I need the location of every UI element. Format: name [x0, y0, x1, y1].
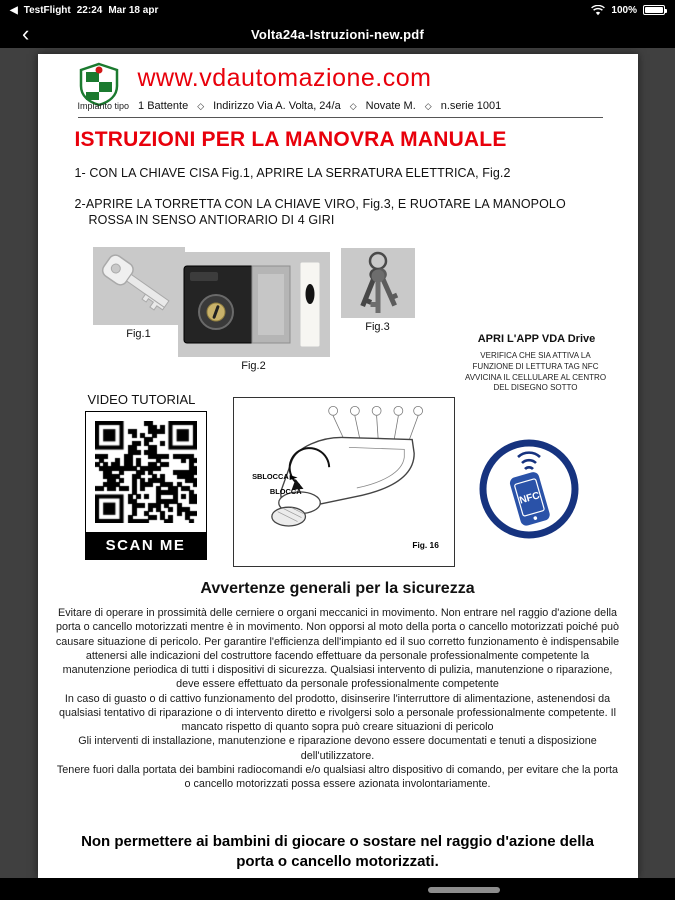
diamond-icon: ◇	[349, 101, 357, 111]
impianto-label: Impianto tipo	[77, 101, 130, 111]
viro-keys-image	[341, 248, 415, 318]
status-date: Mar 18 apr	[108, 4, 159, 16]
safety-paragraph: Tenere fuori dalla portata dei bambini radiocomandi e/o qualsiasi altro dispositivo di comando, per evitare che la porta o cancello motorizzati possa essere azionata involontariamente.	[56, 763, 619, 790]
website-link[interactable]: www.vdautomazione.com	[137, 64, 432, 92]
safety-paragraph: Gli interventi di installazione, manutenzione e riparazione devono essere documentati e tenuti a disposizione dell'utilizzatore.	[78, 735, 597, 762]
back-to-app-arrow-icon: ◀	[10, 4, 18, 16]
battery-percent: 100%	[611, 4, 637, 16]
scan-me-label: SCAN ME	[86, 532, 206, 559]
electric-lock-image	[178, 252, 330, 357]
back-to-app-label: TestFlight	[23, 4, 71, 16]
status-time: 22:24	[76, 4, 103, 16]
pdf-page	[38, 54, 638, 878]
home-indicator[interactable]	[428, 887, 500, 893]
instruction-step-1: 1- CON LA CHIAVE CISA Fig.1, APRIRE LA SERRATURA ELETTRICA, Fig.2	[74, 166, 511, 180]
pdf-title: Volta24a-Istruzioni-new.pdf	[251, 26, 424, 42]
diagram-fig-label: Fig. 16	[411, 540, 439, 551]
app-box-title: APRI L'APP VDA Drive	[477, 333, 596, 345]
cisa-key-image	[93, 247, 185, 325]
mechanism-diagram	[233, 397, 455, 567]
document-heading: ISTRUZIONI PER LA MANOVRA MANUALE	[74, 128, 507, 151]
back-to-app-indicator[interactable]	[10, 5, 158, 16]
safety-heading: Avvertenze generali per la sicurezza	[200, 580, 475, 597]
wifi-icon	[591, 5, 605, 16]
figure-3-keys	[341, 248, 415, 333]
installation-info-row	[78, 100, 603, 118]
battery-icon	[643, 5, 665, 15]
diamond-icon: ◇	[197, 101, 205, 111]
back-button[interactable]: ‹	[22, 21, 30, 46]
status-bar	[0, 0, 675, 20]
bottom-system-bar	[0, 878, 675, 900]
safety-paragraph: Evitare di operare in prossimità delle cerniere o organi meccanici in movimento. Non entrare nel raggio d'azione della porta o cancello motorizzati mentre è in movimento. Non opporsi al moto della porta o cancello motorizzati poiché può causare situazione di pericolo. Per garantire l'efficienza dell'impianto ed il suo corretto funzionamento è indispensabile attenersi alle indicazioni del costruttore facendo effettuare da personale professionalmente competente la manutenzione periodica di tutti i dispositivi di sicurezza. Qualsiasi intervento di pulizia, manutenzione o riparazione, deve essere effettuato da personale professionalmente competente	[55, 607, 620, 691]
qr-code-block	[85, 411, 207, 560]
figure-3-label: Fig.3	[365, 321, 390, 333]
app-box-body: VERIFICA CHE SIA ATTIVA LA FUNZIONE DI LETTURA TAG NFC AVVICINA IL CELLULARE AL CENTRO DEL DISEGNO SOTTO	[464, 351, 607, 393]
serie-value: n.serie 1001	[440, 100, 502, 112]
safety-warning: Non permettere ai bambini di giocare o sostare nel raggio d'azione della porta o cancello motorizzati.	[81, 833, 594, 871]
comune-value: Novate M.	[365, 100, 416, 112]
figure-1-key	[93, 247, 185, 340]
safety-paragraph: In caso di guasto o di cattivo funzionamento del prodotto, disinserire l'interruttore di alimentazione, astenendosi da qualsiasi tentativo di riparazione o di intervento diretto e rivolgersi solo a personale professionalmente competente. Il mancato rispetto di quanto sopra può creare situazioni di pericolo	[59, 692, 616, 733]
instruction-step-2: 2-APRIRE LA TORRETTA CON LA CHIAVE VIRO, Fig.3, E RUOTARE LA MANOPOLO ROSSA IN SENSO ANTIORARIO DI 4 GIRI	[74, 197, 566, 227]
sblocca-label: SBLOCCA	[251, 472, 289, 482]
status-right-cluster	[591, 5, 665, 16]
video-tutorial-label: VIDEO TUTORIAL	[87, 392, 196, 407]
impianto-value: 1 Battente	[138, 100, 189, 112]
indirizzo-value: Indirizzo Via A. Volta, 24/a	[213, 100, 341, 112]
diamond-icon: ◇	[424, 101, 432, 111]
pdf-scroll-area[interactable]	[0, 48, 675, 878]
nfc-phone-label: NFC	[517, 490, 541, 507]
safety-paragraphs	[56, 606, 620, 791]
blocca-label: BLOCCA	[269, 486, 302, 496]
figure-1-label: Fig.1	[126, 328, 151, 340]
figure-2-lock	[178, 252, 330, 372]
figure-2-label: Fig.2	[241, 360, 266, 372]
nfc-icon	[478, 438, 580, 540]
qr-code	[95, 421, 197, 523]
pdf-viewer-navbar	[0, 20, 675, 48]
